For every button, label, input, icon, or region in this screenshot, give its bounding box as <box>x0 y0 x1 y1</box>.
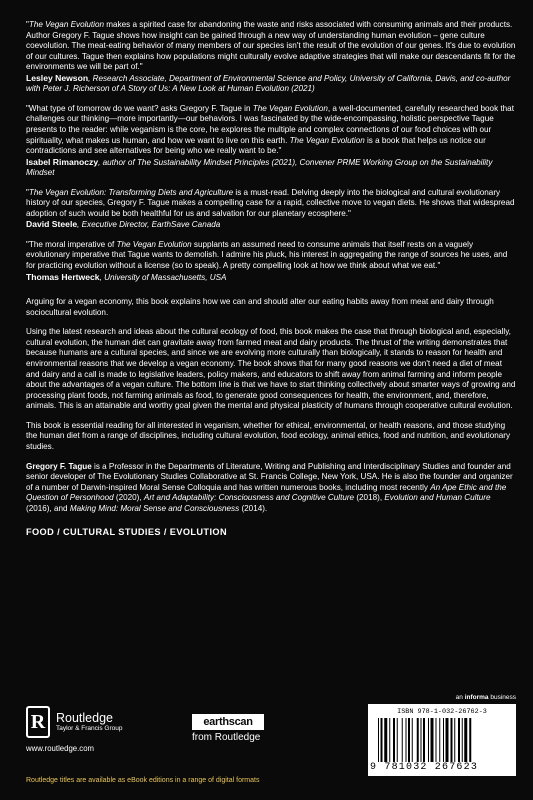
endorsement-1: "The Vegan Evolution makes a spirited case for abandoning the waste and risks associated with consuming animals and their products. Author Gregory F. Tague shows how insight can be gained through a new way of understanding human evolution – gene culture coevolution. The meat-eating behavior of many members of our species isn't the result of the evolution of our genes. It's due to evolution of our cultures. Tague then explains how populations might culturally evolve adaptive strategies that will make our descendants fit for the environments we will be part of." Lesley Newson, Research Associate, Department of Environmental Science and Policy, University of California, Davis, and co-author with Peter J. Richerson of A Story of Us: A New Look at Human Evolution (2021) <box>26 20 516 94</box>
book-title: The Vegan Evolution <box>289 135 365 145</box>
ebook-note: Routledge titles are available as eBook editions in a range of digital formats <box>26 777 260 784</box>
quote-text: "What type of tomorrow do we want? asks Gregory F. Tague in <box>26 103 253 113</box>
routledge-logo <box>26 706 122 738</box>
endorsement-3: "The Vegan Evolution: Transforming Diets and Agriculture is a must-read. Delving deeply into the biological and cultural evolutionary history of our species, Gregory F. Tague makes a compelling case for a rapid, collective move to vegan diets. He shows that widespread adoption of such would be both healthful for us and salvation for our planetary ecosphere." David Steele, Executive Director, EarthSave Canada <box>26 187 515 230</box>
quote-text: makes a spirited case for abandoning the waste and risks associated with consuming animals and their products. Author Gregory F. Tague shows how insight can be gained through a new way of understanding human evolution – gene culture coevolution. The meat-eating behavior of many members of our species isn't the result of the evolution of our genes. It's due to evolution of our cultures. Tague then explains how populations might culturally evolve adaptive strategies that will make our descendants fit for the environments we will be part of." <box>26 20 516 72</box>
barcode-block <box>368 694 516 776</box>
author-name: Gregory F. Tague <box>26 461 92 471</box>
endorsement-2 <box>26 104 516 179</box>
quote-affiliation: , University of Massachusetts, USA <box>99 272 227 282</box>
book-title: The Vegan Evolution <box>28 20 105 29</box>
informa-line: an informa business <box>455 694 516 701</box>
quote-author: Lesley Newson <box>26 72 89 83</box>
isbn-barcode <box>368 704 516 776</box>
publisher-url: www.routledge.com <box>26 744 95 753</box>
blurb-paragraph: Arguing for a vegan economy, this book explains how we can and should alter our eating habits away from meat and dairy through sociocultural evolution. <box>26 296 494 317</box>
book-title: The Vegan Evolution <box>116 239 192 249</box>
blurb-paragraph: This book is essential reading for all interested in veganism, whether for ethical, environmental, or health reasons, and those studying the human diet from a range of disciplines, including cultural evolution, food ecology, animal ethics, food and nutrition, and evolutionary studies. <box>26 420 511 452</box>
barcode-digits: 9 781032 267623 <box>370 762 479 773</box>
quote-text: "The moral imperative of <box>26 239 117 249</box>
barcode-bars-icon <box>378 718 506 762</box>
publisher-name: Routledge <box>56 710 113 725</box>
quote-affiliation: , Executive Director, EarthSave Canada <box>77 220 221 230</box>
earthscan-wordmark: earthscan <box>192 714 264 730</box>
quote-author: David Steele <box>26 219 78 230</box>
back-cover-text <box>26 20 516 537</box>
author-bio: Gregory F. Tague is a Professor in the Departments of Literature, Writing and Publishing and Interdisciplinary Studies and founder and senior developer of The Evolutionary Studies Collaborative at St. Francis College, New York, USA. He is also the founder and organizer of a number of Darwin-inspired Moral Sense Colloquia and has written numerous books, including most recently An Ape Ethic and the Question of Personhood (2020), Art and Adaptability: Consciousness and Cognitive Culture (2018), Evolution and Human Culture (2016), and Making Mind: Moral Sense and Consciousness (2014). <box>26 461 513 514</box>
quote-author: Isabel Rimanoczy <box>26 156 99 167</box>
book-title: The Vegan Evolution <box>252 103 328 113</box>
earthscan-tagline: from Routledge <box>192 732 261 743</box>
quote-affiliation: , author of The Sustainability Mindset Principles (2021), Convener PRME Working Group on the Sustainability Mindset <box>26 157 493 178</box>
cover-footer <box>26 694 516 796</box>
routledge-r-icon: R <box>26 706 50 738</box>
book-title: The Vegan Evolution: Transforming Diets and Agriculture <box>28 187 234 197</box>
endorsement-4 <box>26 240 516 283</box>
earthscan-logo <box>192 714 264 743</box>
isbn-label: ISBN 978-1-032-26762-3 <box>397 708 487 716</box>
quote-text: supplants an assumed need to consume animals that itself rests on a vaguely evolutionary imperative that Tague wants to demolish. I admire his pluck, his interest in aggregating the range of sources he uses, and for practicing evolution without a license (so to speak). A pretty compelling look at how we think about what we eat." <box>26 239 508 270</box>
quote-text: is a book that helps us notice our contradictions and see alternatives for being who we really want to be." <box>26 135 486 156</box>
subject-category: FOOD / CULTURAL STUDIES / EVOLUTION <box>26 526 227 537</box>
quote-affiliation: , Research Associate, Department of Environmental Science and Policy, University of California, Davis, and co-author with Peter J. Richerson of <box>26 73 511 94</box>
quote-author: Thomas Hertweck <box>26 271 100 282</box>
blurb-paragraph: Using the latest research and ideas about the cultural ecology of food, this book makes the case that through biological and, especially, cultural evolution, the human diet can gravitate away from farmed meat and dairy products. The thrust of the writing demonstrates that because humans are a cultural species, and since we are evolving more culturally than biologically, it stands to reason for health and environmental reasons that we develop a vegan economy. The book shows that for many good reasons we don't need a diet of meat and dairy and a call is made to legislative leaders, policy makers, and educators to shift away from animal farming and inform people about the advantages of a vegan culture. The bottom line is that we have to start thinking collectively about smarter ways of growing and processing plant foods, not farming animals as food, to generate good consequences for health, the environment, and, therefore, animals. This is an attainable and worthy goal given the mental and physical plasticity of humans through cooperative cultural evolution. <box>26 327 516 411</box>
publisher-group: Taylor & Francis Group <box>56 724 123 732</box>
quote-affiliation-book: A Story of Us: A New Look at Human Evolution (2021) <box>120 84 315 94</box>
quote-text: is a must-read. Delving deeply into the biological and cultural evolutionary history of our species, Gregory F. Tague makes a compelling case for a rapid, collective move to vegan diets. He shows that widespread adoption of such would be both healthful for us and salvation for our planetary ecosphere." <box>26 187 515 218</box>
quote-text: , a well-documented, carefully researched book that challenges our thinking—more importantly—our behaviors. I was fascinated by the wide-encompassing, holistic perspective Tague presents to the reader: while veganism is the core, he explores the multiple and complex connections of our food choices with our spirituality, what makes us human, and how we want to live on this earth. <box>26 103 514 145</box>
